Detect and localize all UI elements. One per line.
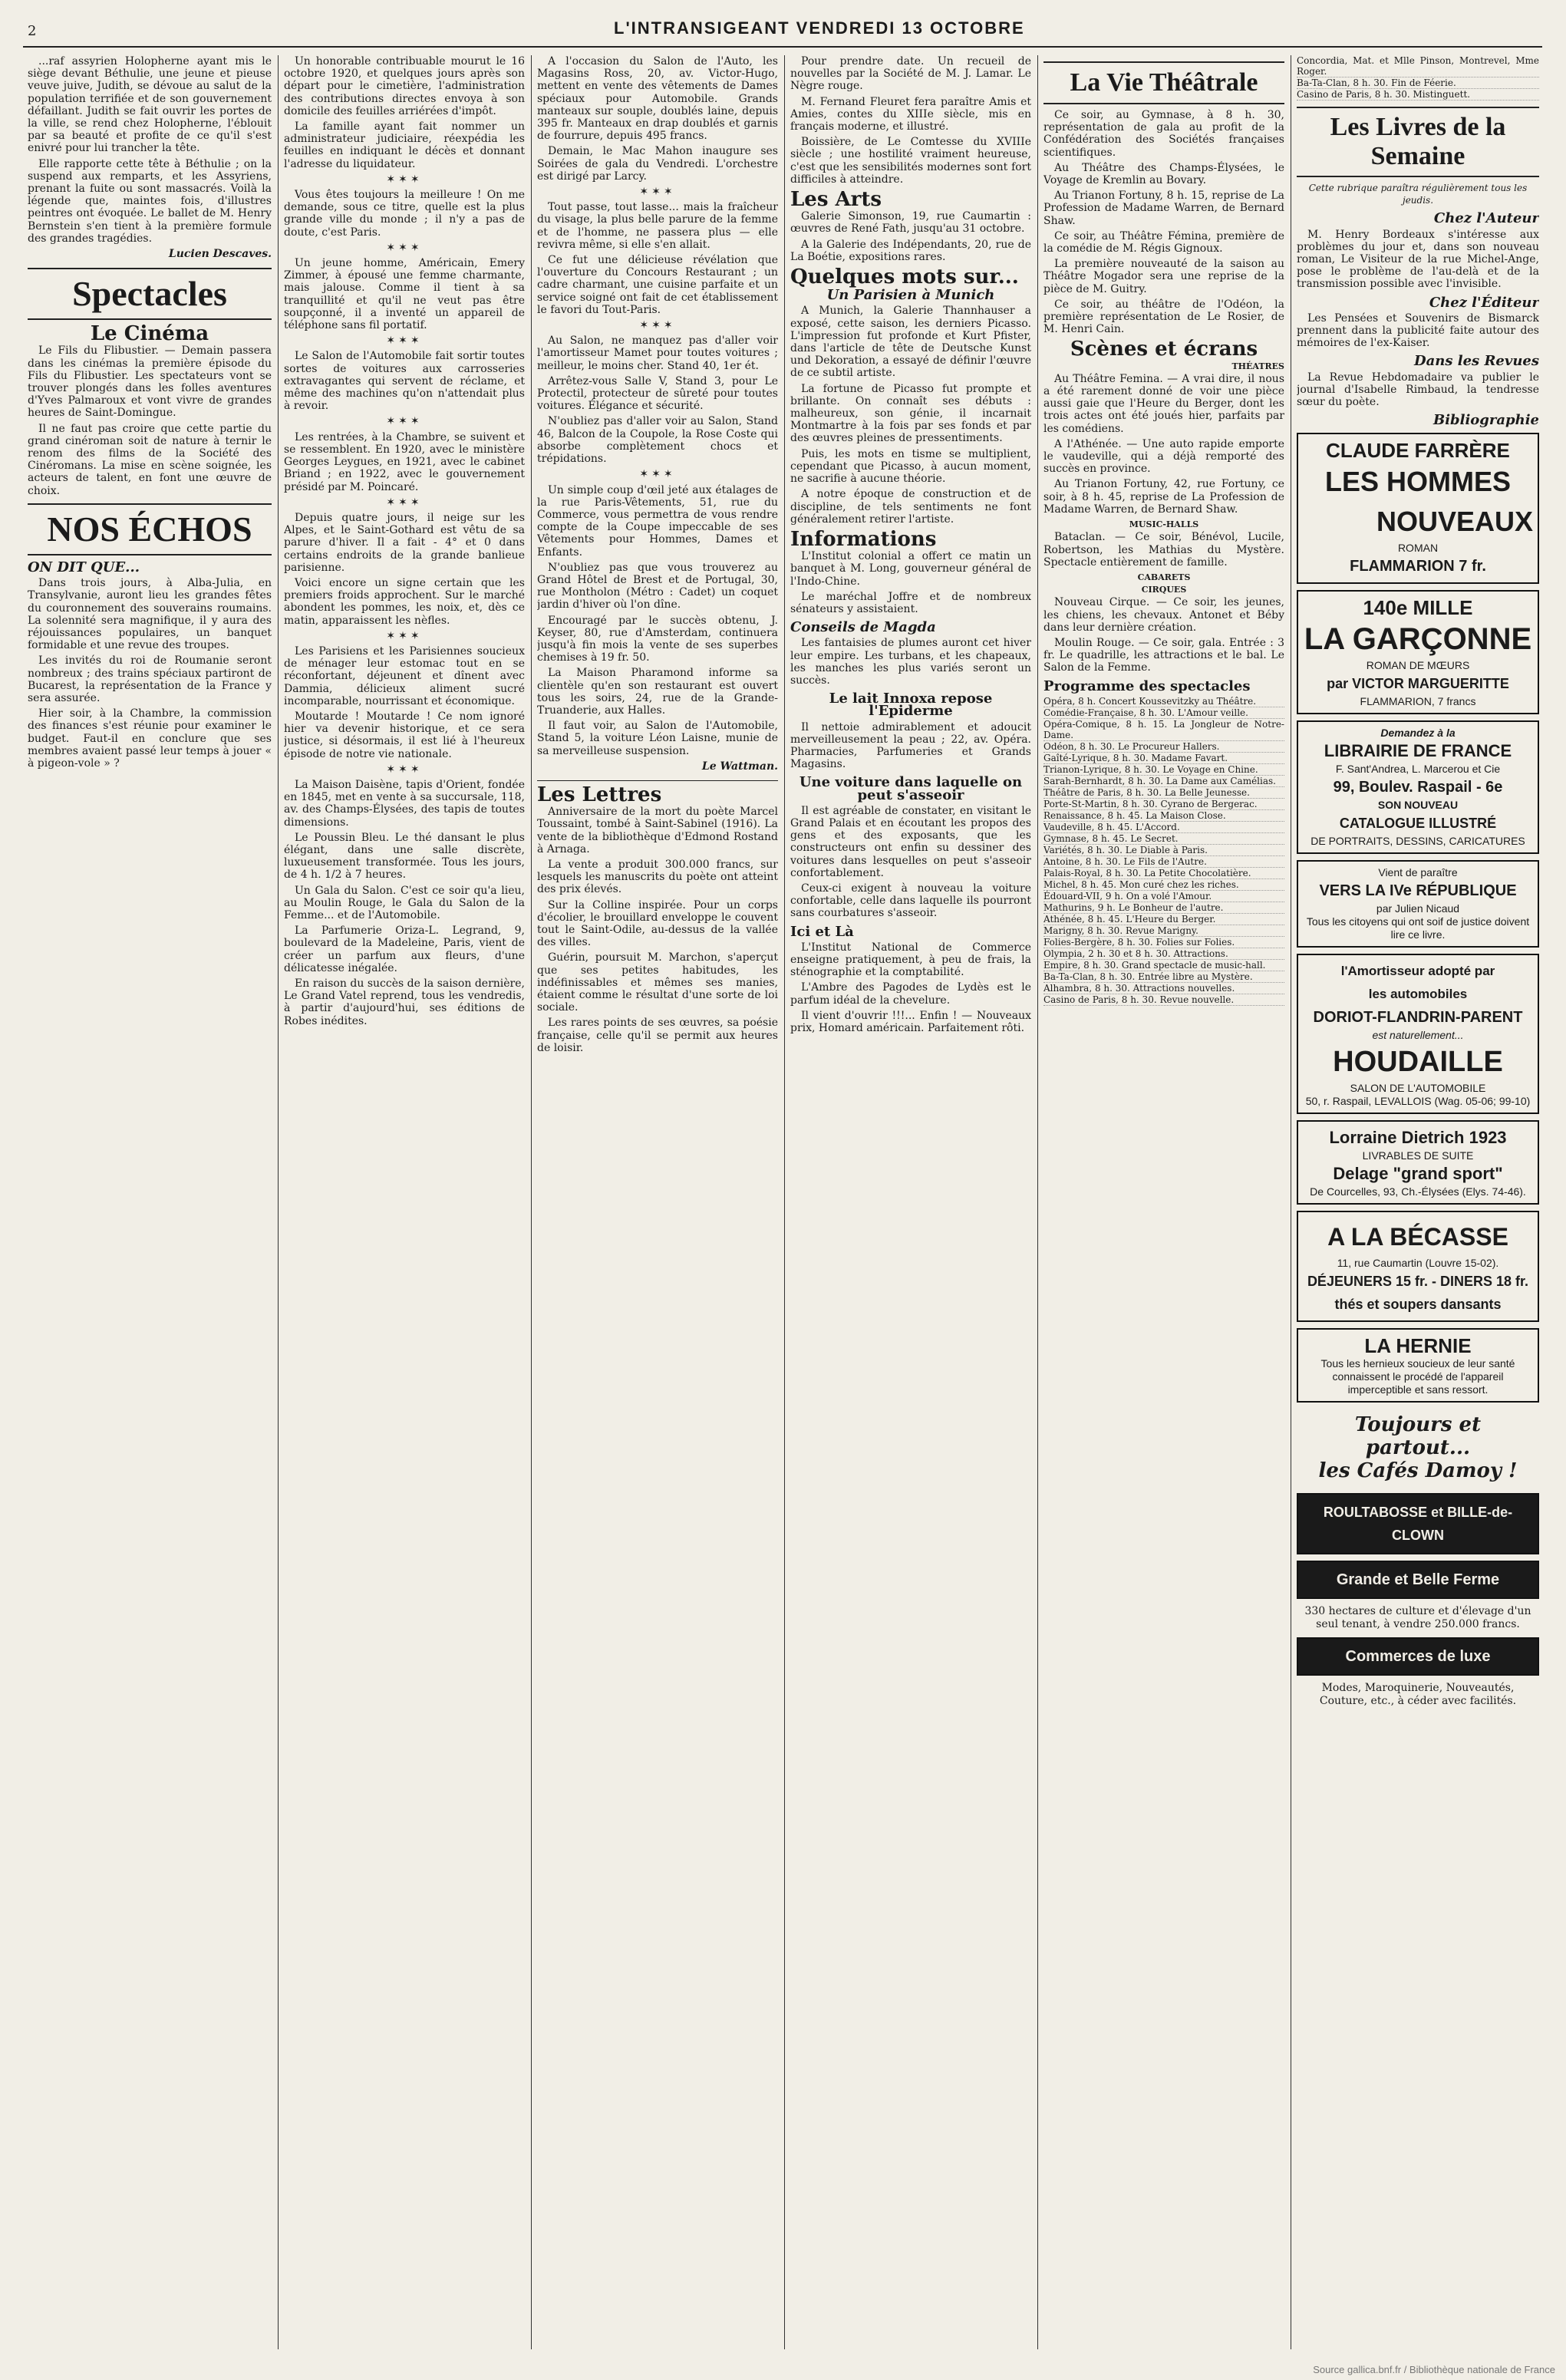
scenes-heading: Scènes et écrans (1070, 338, 1258, 361)
spectacles-heading: Spectacles (28, 268, 272, 320)
article-paragraph: Le maréchal Joffre et de nombreux sénateurs y assistaient. (790, 590, 1031, 615)
separator: ✶✶✶ (639, 319, 676, 332)
programme-item: Gymnase, 8 h. 45. Le Secret. (1043, 833, 1284, 845)
echo-item: N'oubliez pas que vous trouverez au Grand Hôtel de Brest et de Portugal, 30, rue Montholon (Métro : Cadet) un coquet jardin d'hiver où l'on dîne. (537, 561, 778, 611)
article-paragraph: Au Trianon Fortuny, 42, rue Fortuny, ce soir, à 8 h. 45, reprise de La Profession de Madame Warren, de Bernard Shaw. (1043, 478, 1284, 516)
column-rule (784, 55, 785, 2349)
separator: ✶✶✶ (386, 415, 423, 428)
advert-title: LA GARÇONNE (1304, 622, 1532, 657)
article-signature: Lucien Descaves. (168, 248, 272, 261)
echo-item: Le Salon de l'Automobile fait sortir toutes sortes de voitures aux carrosseries extravagantes qui servent de réclame, et même des machines qu'on n'attendait plus à revoir. (284, 350, 525, 413)
lait-heading: Le lait Innoxa repose l'Epiderme (829, 691, 993, 720)
separator: ✶✶✶ (386, 241, 423, 254)
programme-item: Alhambra, 8 h. 30. Attractions nouvelles. (1043, 983, 1284, 994)
column-rule (278, 55, 279, 2349)
programme-item: Odéon, 8 h. 30. Le Procureur Hallers. (1043, 741, 1284, 753)
echo-item: Voici encore un signe certain que les premiers froids approchent. Sur le marché abondent les pommes, les noix, et, dès ce matin, apparaissent les nèfles. (284, 576, 525, 627)
advert-hommes-nouveaux (1297, 433, 1539, 584)
echo-item: Moutarde ! Moutarde ! Ce nom ignoré hier va devenir historique, et ce sera justice, si désormais, il est lié à l'heureux épisode de notre vie nationale. (284, 710, 525, 760)
column-rule (1037, 55, 1038, 2349)
article-paragraph: Les Pensées et Souvenirs de Bismarck prennent dans la publicité faite autour des mémoires de l'ex-Kaiser. (1297, 312, 1539, 350)
advert-brand: les Cafés Damoy ! (1318, 1459, 1518, 1483)
article-paragraph: M. Fernand Fleuret fera paraître Amis et Amies, contes du XIIIe siècle, mis en français moderne, et illustré. (790, 95, 1031, 134)
column-4 (790, 55, 1031, 2349)
article-paragraph: Anniversaire de la mort du poète Marcel Toussaint, tombé à Saint-Sabinel (1916). La vente de la bibliothèque d'Edmond Rostand à Arnaga. (537, 806, 778, 855)
separator: ✶✶✶ (639, 186, 676, 199)
echo-item: A l'occasion du Salon de l'Auto, les Magasins Ross, 20, av. Victor-Hugo, mettent en vente des vêtements de Dames spéciaux pour Automobile. Grands manteaux sur souple, doublés laine, depuis 395 fr. Manteaux en drap doublés et garnis de fourrure, depuis 495 francs. (537, 55, 778, 143)
programme-item: Mathurins, 9 h. Le Bonheur de l'autre. (1043, 902, 1284, 914)
article-paragraph: Il nettoie admirablement et adoucit merveilleusement la peau ; 22, av. Opéra. Pharmacies, Parfumeries et Grands Magasins. (790, 720, 1031, 771)
article-paragraph: M. Henry Bordeaux s'intéresse aux problèmes du jour et, dans son nouveau roman, Le Visiteur de la rue Michel-Ange, pose le problème de l'au-delà et de la transmission possible avec l'invisible. (1297, 228, 1539, 291)
echos-heading: NOS ÉCHOS (28, 503, 272, 555)
advert-librairie (1297, 720, 1539, 854)
bibliographie-heading: Bibliographie (1432, 412, 1539, 429)
masthead: L'INTRANSIGEANT VENDREDI 13 OCTOBRE (614, 18, 1025, 38)
advert-text: Tous les citoyens qui ont soif de justice doivent lire ce livre. (1306, 915, 1530, 941)
echo-item: N'oubliez pas d'aller voir au Salon, Stand 46, Balcon de la Coupole, la Rose Coste qui absorbe complètement chocs et trépidations. (537, 415, 778, 466)
advert-title: LES HOMMES (1324, 466, 1511, 498)
article-paragraph: La fortune de Picasso fut prompte et brillante. On connaît ses débuts : malheureux, son génie, il incarnait Montmartre à la fois par ses fonds et par des œuvres pleines de pressentiments. (790, 382, 1031, 445)
article-paragraph: A Munich, la Galerie Thannhauser a exposé, cette saison, les derniers Picasso. L'impression fut profonde et Kurt Pfister, dans l'article de tête de Deutsche Kunst und Dekoration, a essayé de définir l'œuvre de ce subtil artiste. (790, 305, 1031, 380)
advert-title: Delage "grand sport" (1333, 1164, 1503, 1184)
advert-title: LIBRAIRIE DE FRANCE (1324, 741, 1512, 761)
programme-item: Casino de Paris, 8 h. 30. Revue nouvelle. (1043, 994, 1284, 1006)
advert-text: thés et soupers dansants (1334, 1297, 1502, 1313)
programme-item: Opéra-Comique, 8 h. 15. La Jongleur de Notre-Dame. (1043, 718, 1284, 740)
advert-text: ROMAN (1397, 542, 1439, 555)
article-paragraph: Au Théâtre Femina. — A vrai dire, il nous a été rarement donné de voir une pièce aussi gaie que l'Heure du Berger, dont les trois actes ont été joués hier, parfaits par les comédiens. (1043, 372, 1284, 435)
advert-text: 330 hectares de culture et d'élevage d'un seul tenant, à vendre 250.000 francs. (1304, 1605, 1531, 1631)
column-3 (537, 55, 778, 2349)
advert-publisher: FLAMMARION 7 fr. (1350, 558, 1486, 575)
informations-heading: Informations (790, 527, 937, 551)
advert-text: CATALOGUE ILLUSTRÉ (1339, 816, 1497, 832)
article-paragraph: Bataclan. — Ce soir, Bénévol, Lucile, Robertson, les Mathias du Mystère. Spectacle entièrement de famille. (1043, 531, 1284, 569)
revues-heading: Dans les Revues (1414, 353, 1539, 370)
advert-republique (1297, 860, 1539, 948)
programme-item: Sarah-Bernhardt, 8 h. 30. La Dame aux Camélias. (1043, 776, 1284, 787)
article-paragraph: Puis, les mots en tisme se multiplient, cependant que Picasso, à aucun moment, ne sacrifie à aucune théorie. (790, 447, 1031, 486)
advert-text: Tous les hernieux soucieux de leur santé connaissent le procédé de l'appareil imperceptible et sans ressort. (1320, 1357, 1515, 1396)
advert-brand: HOUDAILLE (1333, 1046, 1503, 1079)
section-rule (537, 780, 778, 781)
echo-item: Ce fut une délicieuse révélation que l'ouverture du Concours Restaurant ; un cadre charmant, une cuisine parfaite et un service soigné ont fait de cet établissement le favori du Tout-Paris. (537, 254, 778, 316)
theatre-listing: Ba-Ta-Clan, 8 h. 30. Fin de Féerie. (1297, 77, 1539, 89)
theatre-listing: Casino de Paris, 8 h. 30. Mistinguett. (1297, 89, 1539, 101)
programme-item: Michel, 8 h. 45. Mon curé chez les riches. (1043, 879, 1284, 891)
article-paragraph: Hier soir, à la Chambre, la commission des finances s'est réunie pour examiner le budget. Faut-il en conclure que ses membres avaient passé leur temps à jouer « à pigeon-vole » ? (28, 707, 272, 770)
echo-item: Arrêtez-vous Salle V, Stand 3, pour Le Protectil, protecteur de sûreté pour toutes voitures. Élégance et sécurité. (537, 374, 778, 413)
advert-text: DÉJEUNERS 15 fr. - DINERS 18 fr. (1307, 1274, 1529, 1290)
advert-text: DE PORTRAITS, DESSINS, CARICATURES (1310, 835, 1525, 848)
advert-title: Lorraine Dietrich 1923 (1329, 1128, 1507, 1148)
advert-houdaille (1297, 954, 1539, 1114)
page-number: 2 (28, 23, 37, 39)
article-paragraph: Les invités du roi de Roumanie seront nombreux ; des trains spéciaux partiront de Bucarest, la représentation de la France y sera assurée. (28, 654, 272, 704)
advert-address: De Courcelles, 93, Ch.-Élysées (Elys. 74-46). (1310, 1185, 1526, 1198)
advert-lorraine (1297, 1120, 1539, 1205)
programme-item: Olympia, 2 h. 30 et 8 h. 30. Attractions. (1043, 948, 1284, 960)
advert-title: LA HERNIE (1364, 1334, 1472, 1358)
advert-text: est naturellement... (1372, 1029, 1464, 1042)
programme-item: Porte-St-Martin, 8 h. 30. Cyrano de Bergerac. (1043, 799, 1284, 810)
livres-heading: Les Livres de la Semaine (1297, 107, 1539, 177)
article-paragraph: Guérin, poursuit M. Marchon, s'aperçut que ses petites habitudes, les indéfinissables et mêmes ses manies, étaient comme le résultat d'une sorte de loi sociale. (537, 951, 778, 1014)
separator: ✶✶✶ (639, 468, 676, 481)
echo-item: Depuis quatre jours, il neige sur les Alpes, et le Saint-Gothard est vêtu de sa parure d'hiver. Il a fait - 4° et 0 dans certains endroits de la grande banlieue parisienne. (284, 511, 525, 574)
advert-address: 99, Boulev. Raspail - 6e (1333, 779, 1503, 796)
echo-item: Un honorable contribuable mourut le 16 octobre 1920, et quelques jours après son départ pour le cimetière, l'administration des contributions directes envoya à son domicile des feuilles arriérées d'impôt. (284, 55, 525, 117)
programme-item: Antoine, 8 h. 30. Le Fils de l'Autre. (1043, 856, 1284, 868)
article-paragraph: Ce soir, au théâtre de l'Odéon, la première représentation de Le Rosier, de M. Henri Cain. (1043, 298, 1284, 336)
article-paragraph: Galerie Simonson, 19, rue Caumartin : œuvres de René Fath, jusqu'au 31 octobre. (790, 210, 1031, 236)
article-paragraph: A l'Athénée. — Une auto rapide emporte le vaudeville, qui a déjà remporté des succès en province. (1043, 437, 1284, 476)
advert-text: ROULTABOSSE et BILLE-de-CLOWN (1323, 1505, 1513, 1544)
editeur-heading: Chez l'Éditeur (1429, 294, 1539, 311)
article-paragraph: A la Galerie des Indépendants, 20, rue de La Boétie, expositions rares. (790, 238, 1031, 263)
advert-text: l'Amortisseur adopté par (1340, 964, 1495, 979)
article-paragraph: Moulin Rouge. — Ce soir, gala. Entrée : 3 fr. Le quadrille, les attractions et le bal. Le Salon de la Femme. (1043, 636, 1284, 674)
cirques-subheading: CIRQUES (1141, 585, 1187, 595)
article-paragraph: ...raf assyrien Holopherne ayant mis le siège devant Béthulie, une jeune et pieuse veuve juive, Judith, se dévoue au salut de la population terrifiée et de son gouvernement défaillant. Judith se fait ouvrir les portes de la ville, se rend chez Holopherne, l'éblouit par sa beauté et profite de ce qu'il s'est enivré pour lui trancher la tête. (28, 55, 272, 155)
article-paragraph: L'Ambre des Pagodes de Lydès est le parfum idéal de la chevelure. (790, 981, 1031, 1007)
echo-item: En raison du succès de la saison dernière, Le Grand Vatel reprend, tous les vendredis, à partir d'aujourd'hui, ses éditions de Robes inédites. (284, 977, 525, 1027)
article-paragraph: Ce soir, au Théâtre Fémina, première de la comédie de M. Régis Gignoux. (1043, 229, 1284, 255)
article-paragraph: Sur la Colline inspirée. Pour un corps d'écolier, le brouillard enveloppe le couvent tout le Saint-Odile, au-dessus de la vallée des villes. (537, 898, 778, 949)
advert-text: SON NOUVEAU (1377, 799, 1459, 812)
article-paragraph: Elle rapporte cette tête à Béthulie ; on la suspend aux remparts, et les Assyriens, prenant la fuite ou sont massacrés. Voilà la légende que, maintes fois, d'illustres peintres ont évoquée. Le ballet de M. Henry Bernstein s'en tient à la première formule des grandes tragédies. (28, 157, 272, 245)
programme-item: Folies-Bergère, 8 h. 30. Folies sur Folies. (1043, 937, 1284, 948)
article-paragraph: A notre époque de construction et de discipline, de tels sentiments ne font généralement retirer l'artiste. (790, 488, 1031, 526)
theatre-heading: La Vie Théâtrale (1043, 61, 1284, 104)
advert-damoy (1297, 1409, 1539, 1487)
advert-text: Demandez à la (1380, 727, 1456, 740)
article-paragraph: Ceux-ci exigent à nouveau la voiture confortable, celle dans laquelle ils pourront sans courbatures s'asseoir. (790, 882, 1031, 920)
cabarets-subheading: CABARETS (1137, 572, 1191, 582)
article-paragraph: Il ne faut pas croire que cette partie du grand cinéroman soit de nature à ternir le renom des films de la Société des Cinéromans. La mise en scène soignée, les acteurs de talent, en font une œuvre de choix. (28, 422, 272, 497)
echo-item: Un Gala du Salon. C'est ce soir qu'a lieu, au Moulin Rouge, le Gala du Salon de la Femme... et de l'Automobile. (284, 884, 525, 921)
programme-item: Empire, 8 h. 30. Grand spectacle de music-hall. (1043, 960, 1284, 971)
article-paragraph: Il est agréable de constater, en visitant le Grand Palais et en écoutant les propos des gens et des exposants, que les constructeurs ont enfin su dessiner des voitures dans lesquelles on peut s'asseoir confortablement. (790, 804, 1031, 879)
programme-item: Comédie-Française, 8 h. 30. L'Amour veille. (1043, 707, 1284, 719)
article-paragraph: Nouveau Cirque. — Ce soir, les jeunes, les chiens, les chevaux. Antonet et Béby dans leur dernière création. (1043, 596, 1284, 634)
echo-item: Il faut voir, au Salon de l'Automobile, Stand 5, la voiture Léon Laisne, munie de sa merveilleuse suspension. (537, 720, 778, 757)
advert-text: SALON DE L'AUTOMOBILE (1350, 1082, 1486, 1095)
programme-item: Édouard-VII, 9 h. On a volé l'Amour. (1043, 891, 1284, 902)
advert-text: LIVRABLES DE SUITE (1362, 1149, 1474, 1162)
article-paragraph: Les fantaisies de plumes auront cet hiver leur empire. Les turbans, et les chapeaux, les manches les plus variés seront un succès. (790, 637, 1031, 687)
voiture-heading: Une voiture dans laquelle on peut s'asseoir (799, 774, 1023, 803)
musichalls-subheading: MUSIC-HALLS (1129, 519, 1199, 530)
separator: ✶✶✶ (386, 335, 423, 348)
article-paragraph: Au Trianon Fortuny, 8 h. 15, reprise de La Profession de Madame Warren, de Bernard Shaw. (1043, 190, 1284, 227)
echo-item: Les rentrées, à la Chambre, se suivent et se ressemblent. En 1920, avec le ministère Georges Leygues, en 1921, avec le cabinet Briand ; en 1922, avec le gouvernement présidé par M. Poincaré. (284, 430, 525, 493)
programme-item: Renaissance, 8 h. 45. La Maison Close. (1043, 810, 1284, 822)
separator: ✶✶✶ (386, 763, 423, 776)
programme-item: Palais-Royal, 8 h. 30. La Petite Chocolatière. (1043, 868, 1284, 879)
programme-item: Athénée, 8 h. 45. L'Heure du Berger. (1043, 914, 1284, 925)
advert-title: Grande et Belle Ferme (1336, 1571, 1500, 1589)
advert-title: NOUVEAUX (1376, 506, 1533, 538)
advert-title: A LA BÉCASSE (1327, 1223, 1508, 1251)
advert-author: CLAUDE FARRÈRE (1326, 439, 1510, 463)
echo-item: La famille ayant fait nommer un administrateur judiciaire, réexpédia les feuilles en indiquant le décès et donnant l'adresse du liquidateur. (284, 120, 525, 170)
article-paragraph: Boissière, de Le Comtesse du XVIIIe siècle ; une hostilité vraiment heureuse, c'est que les sensibilités modernes sont fort difficiles à atteindre. (790, 136, 1031, 186)
advert-address: 50, r. Raspail, LEVALLOIS (Wag. 05-06; 99-10) (1305, 1095, 1531, 1108)
programme-item: Théâtre de Paris, 8 h. 30. La Belle Jeunesse. (1043, 787, 1284, 799)
programme-heading: Programme des spectacles (1043, 677, 1251, 694)
advert-text: ROMAN DE MŒURS (1366, 659, 1470, 672)
echo-item: La Parfumerie Oriza-L. Legrand, 9, boulevard de la Madeleine, Paris, vient de créer un parfum aux fleurs, d'une délicatesse inégalée. (284, 925, 525, 974)
article-paragraph: L'Institut National de Commerce enseigne pratiquement, à peu de frais, la sténographie et la comptabilité. (790, 941, 1031, 979)
article-paragraph: L'Institut colonial a offert ce matin un banquet à M. Long, gouverneur général de l'Indo-Chine. (790, 550, 1031, 588)
advert-address: 11, rue Caumartin (Louvre 15-02). (1337, 1257, 1499, 1270)
article-paragraph: Pour prendre date. Un recueil de nouvelles par la Société de M. J. Lamar. Le Nègre rouge. (790, 55, 1031, 93)
lettres-heading: Les Lettres (537, 783, 662, 806)
advert-text: Modes, Maroquinerie, Nouveautés, Couture, etc., à céder avec facilités. (1319, 1682, 1517, 1708)
article-paragraph: La vente a produit 300.000 francs, sur lesquels les manuscrits du poète ont atteint des prix élevés. (537, 858, 778, 896)
echo-item: Encouragé par le succès obtenu, J. Keyser, 80, rue d'Amsterdam, continuera jusqu'à fin mois la vente de ses superbes chemises à 19 fr. 50. (537, 614, 778, 664)
echos-subheading: ON DIT QUE... (28, 559, 140, 575)
programme-item: Opéra, 8 h. Concert Koussevitzky au Théâtre. (1043, 696, 1284, 707)
column-6 (1297, 55, 1539, 2349)
article-paragraph: Dans trois jours, à Alba-Julia, en Transylvanie, auront lieu les grandes fêtes du couronnement des souverains roumains. La solennité sera magnifique, il y aura des réjouissances populaires, un banquet formidable et une revue des troupes. (28, 577, 272, 652)
column-2 (284, 55, 525, 2349)
echo-item: Au Salon, ne manquez pas d'aller voir l'amortisseur Mamet pour toutes voitures ; meilleur, le moins cher. Stand 40, 1er ét. (537, 335, 778, 372)
advert-commerces (1297, 1637, 1539, 1676)
cinema-heading: Le Cinéma (90, 322, 209, 346)
column-rule (531, 55, 532, 2349)
advert-garconne (1297, 590, 1539, 714)
advert-author: par VICTOR MARGUERITTE (1327, 676, 1509, 692)
article-paragraph: Le Fils du Flibustier. — Demain passera dans les cinémas la première épisode du Fils du Flibustier. Les spectateurs vont se trouver plongés dans les folles aventures d'Yves Palmaroux et vont vivre de grandes heures de Saint-Domingue. (28, 344, 272, 420)
echo-item: Un jeune homme, Américain, Emery Zimmer, à épousé une femme charmante, mais jalouse. Comme il tient à sa tranquillité et qu'il ne veut pas être soupçonné, il a inventé un appareil de téléphone sans fil portatif. (284, 257, 525, 332)
quelques-subheading: Un Parisien à Munich (826, 287, 995, 304)
advert-text: Toujours et partout... (1354, 1413, 1482, 1460)
echo-item: Demain, le Mac Mahon inaugure ses Soirées de gala du Vendredi. L'orchestre est dirigé par Larcy. (537, 145, 778, 183)
column-1 (28, 55, 272, 2349)
arts-heading: Les Arts (790, 188, 882, 212)
advert-text: DORIOT-FLANDRIN-PARENT (1313, 1009, 1523, 1027)
advert-hernie (1297, 1328, 1539, 1403)
echo-item: La Maison Pharamond informe sa clientèle qu'en son restaurant est ouvert tous les soirs, 24, rue de la Grande-Truanderie, aux Halles. (537, 667, 778, 717)
conseils-heading: Conseils de Magda (790, 619, 936, 636)
programme-item: Vaudeville, 8 h. 45. L'Accord. (1043, 822, 1284, 833)
advert-text: Vient de paraître (1378, 866, 1458, 879)
article-paragraph: Au Théâtre des Champs-Élysées, le Voyage de Kremlin au Bovary. (1043, 161, 1284, 187)
quelques-heading: Quelques mots sur... (790, 265, 1019, 289)
advert-title: VERS LA IVe RÉPUBLIQUE (1319, 882, 1517, 900)
source-footer[interactable]: Source gallica.bnf.fr / Bibliothèque nationale de France (1313, 2364, 1555, 2375)
scenes-subheading: THÉATRES (1231, 361, 1284, 371)
article-paragraph: La Revue Hebdomadaire va publier le journal d'Isabelle Rimbaud, la tendresse sœur du poète. (1297, 371, 1539, 409)
separator: ✶✶✶ (386, 629, 423, 642)
article-paragraph: Les rares points de ses œuvres, sa poésie française, celle qu'il se permit aux heures de loisir. (537, 1017, 778, 1054)
programme-item: Variétés, 8 h. 30. Le Diable à Paris. (1043, 845, 1284, 856)
article-paragraph: La première nouveauté de la saison au Théâtre Mogador sera une reprise de la pièce de M. Guitry. (1043, 258, 1284, 295)
advert-author: par Julien Nicaud (1376, 902, 1460, 915)
programme-item: Marigny, 8 h. 30. Revue Marigny. (1043, 925, 1284, 937)
advert-becasse (1297, 1211, 1539, 1322)
column-5 (1043, 55, 1284, 2349)
programme-item: Ba-Ta-Clan, 8 h. 30. Entrée libre au Mystère. (1043, 971, 1284, 983)
advert-title: Commerces de luxe (1345, 1648, 1491, 1666)
advert-ferme (1297, 1561, 1539, 1599)
advert-text: 140e MILLE (1363, 596, 1473, 620)
theatre-listing: Concordia, Mat. et Mlle Pinson, Montrevel, Mme Roger. (1297, 55, 1539, 77)
advert-text: F. Sant'Andrea, L. Marcerou et Cie (1335, 763, 1501, 776)
advert-text: les automobiles (1368, 987, 1468, 1002)
livres-subheading: Cette rubrique paraîtra régulièrement tous les jeudis. (1308, 183, 1528, 206)
programme-list (1043, 696, 1284, 1006)
separator: ✶✶✶ (386, 173, 423, 186)
article-paragraph: Ce soir, au Gymnase, à 8 h. 30, représentation de gala au profit de la Confédération des Sociétés françaises scientifiques. (1043, 109, 1284, 159)
echo-item: Les Parisiens et les Parisiennes soucieux de ménager leur estomac tout en se réconfortant, déjeunent et dînent avec Dammia, délicieux aliment sucré incomparable, nourrissant et économique. (284, 644, 525, 707)
article-paragraph: Il vient d'ouvrir !!!... Enfin ! — Nouveaux prix, Homard américain. Parfaitement rôti. (790, 1009, 1031, 1035)
echo-item: Un simple coup d'œil jeté aux étalages de la rue Paris-Vêtements, 51, rue du Commerce, vous permettra de vous rendre compte de la Coupe impeccable de ses Vêtements pour Hommes, Dames et Enfants. (537, 483, 778, 559)
programme-item: Trianon-Lyrique, 8 h. 30. Le Voyage en Chine. (1043, 764, 1284, 776)
separator: ✶✶✶ (386, 496, 423, 509)
ici-heading: Ici et Là (790, 923, 854, 940)
article-signature: Le Wattman. (701, 760, 778, 773)
echo-item: Vous êtes toujours la meilleure ! On me demande, sous ce titre, quelle est la plus grande ville du monde ; il n'y a pas de doute, c'est Paris. (284, 189, 525, 239)
auteur-heading: Chez l'Auteur (1433, 210, 1539, 227)
programme-item: Gaîté-Lyrique, 8 h. 30. Madame Favart. (1043, 753, 1284, 764)
advert-roultabosse (1297, 1493, 1539, 1554)
echo-item: Le Poussin Bleu. Le thé dansant le plus élégant, dans une salle discrète, luxueusement transformée. Tous les jours, de 4 h. 1/2 à 7 heures. (284, 831, 525, 882)
echo-item: La Maison Daisène, tapis d'Orient, fondée en 1845, met en vente à sa succursale, 118, av. des Champs-Élysées, des tapis de toutes dimensions. (284, 778, 525, 829)
advert-publisher: FLAMMARION, 7 francs (1360, 695, 1476, 708)
echo-item: Tout passe, tout lasse... mais la fraîcheur du visage, la plus belle parure de la femme et de l'homme, ne passera plus — elle revivra même, si elle s'en allait. (537, 201, 778, 251)
